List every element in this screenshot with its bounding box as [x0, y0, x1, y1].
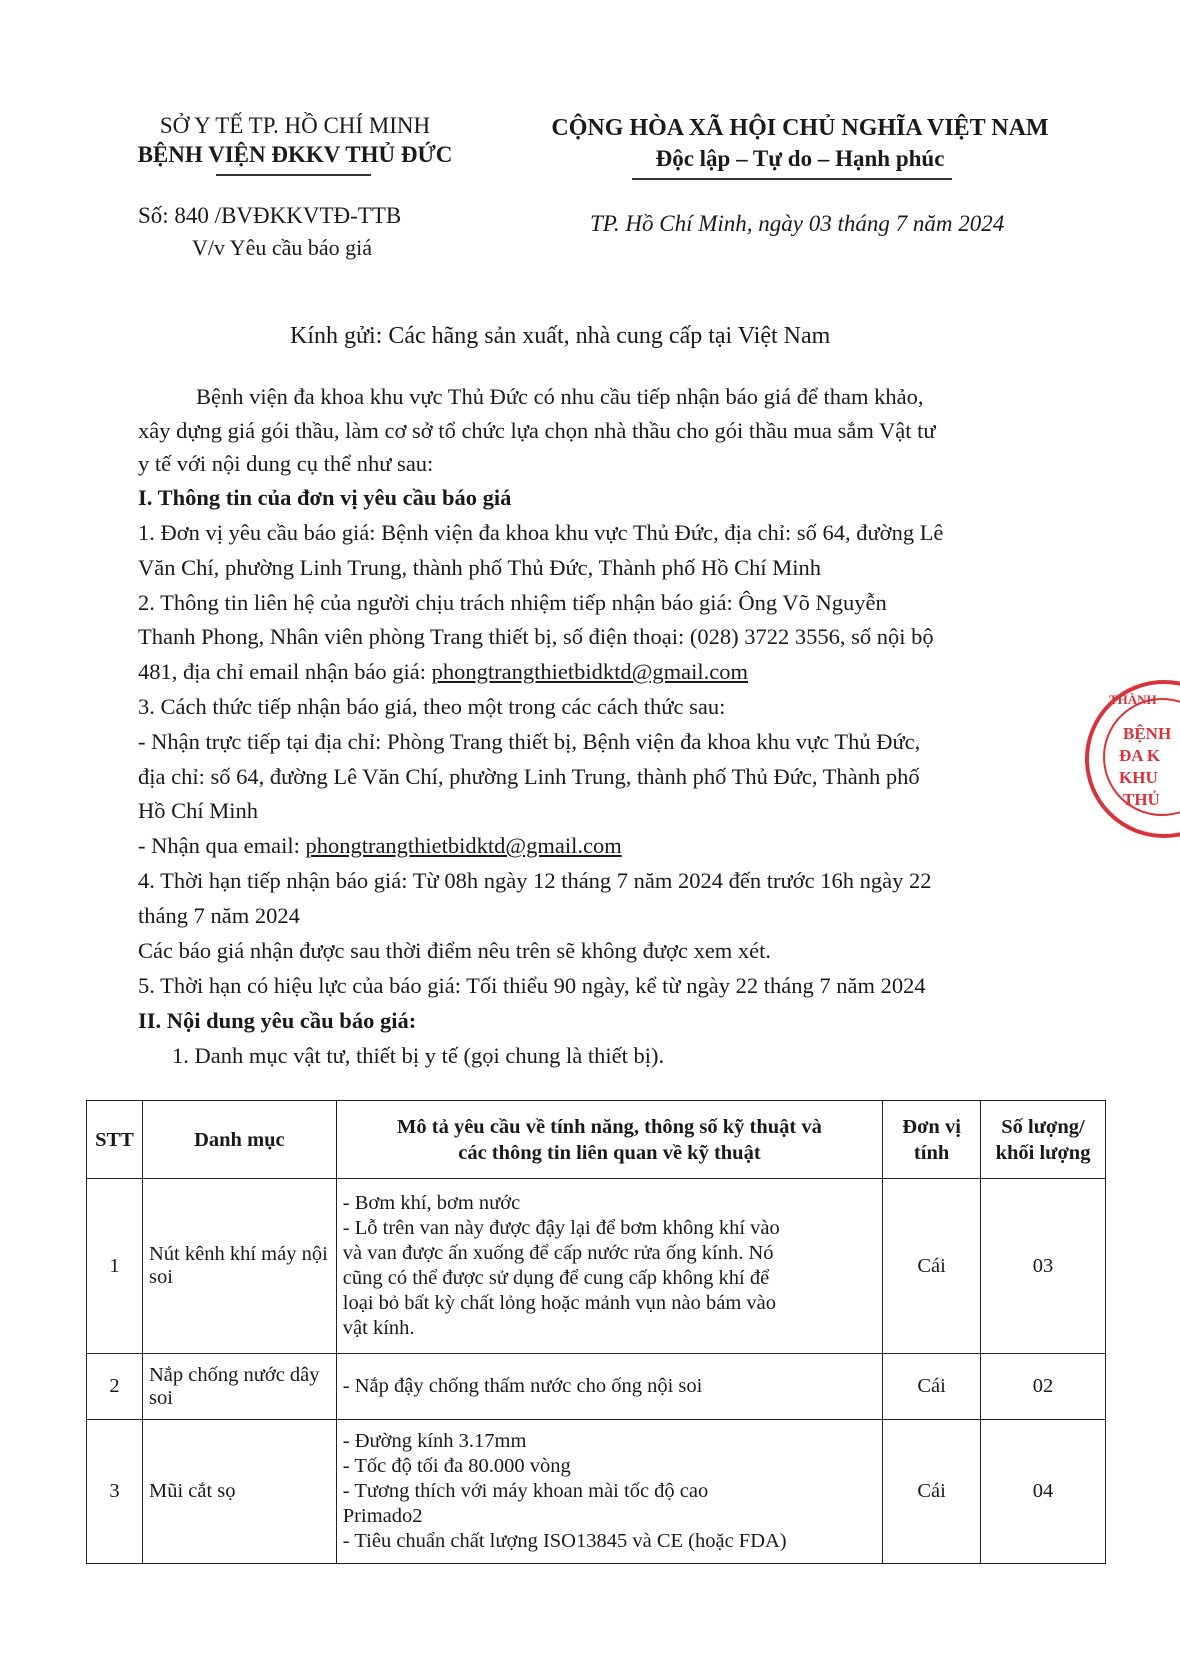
- cell-unit: Cái: [883, 1354, 981, 1420]
- desc-line: Primado2: [342, 1505, 423, 1527]
- nation-line-1: CỘNG HÒA XÃ HỘI CHỦ NGHĨA VIỆT NAM: [551, 115, 1049, 141]
- intro-line: Bệnh viện đa khoa khu vực Thủ Đức có nhu cầu tiếp nhận báo giá để tham khảo,: [196, 384, 924, 409]
- email-label: - Nhận qua email:: [138, 833, 306, 858]
- seal-text: THÀNH: [1109, 692, 1157, 707]
- section-1-line: tháng 7 năm 2024: [138, 903, 300, 928]
- cell-name: Mũi cắt sọ: [142, 1420, 336, 1564]
- seal-text: KHU: [1119, 768, 1158, 787]
- doc-subject: V/v Yêu cầu báo giá: [192, 235, 373, 260]
- desc-line: - Tương thích với máy khoan mài tốc độ cao: [342, 1480, 709, 1502]
- org-underline: [216, 174, 371, 176]
- header-qty: [981, 1101, 1106, 1179]
- section-2-item-1: 1. Danh mục vật tư, thiết bị y tế (gọi chung là thiết bị).: [172, 1043, 665, 1068]
- table-header-row: [87, 1101, 1106, 1179]
- nation-line-2: Độc lập – Tự do – Hạnh phúc: [655, 146, 945, 171]
- section-1-line: 5. Thời hạn có hiệu lực của báo giá: Tối thiểu 90 ngày, kể từ ngày 22 tháng 7 năm 2024: [138, 973, 926, 998]
- org-line-2: BỆNH VIỆN ĐKKV THỦ ĐỨC: [137, 142, 453, 167]
- email-label: 481, địa chỉ email nhận báo giá:: [138, 659, 432, 684]
- nation-underline: [632, 178, 952, 180]
- section-2-title: II. Nội dung yêu cầu báo giá:: [138, 1008, 417, 1033]
- table-row: [87, 1354, 1106, 1420]
- cell-name: Nắp chống nước dây soi: [142, 1354, 336, 1420]
- section-1-line: Hồ Chí Minh: [138, 798, 259, 823]
- cell-desc: [336, 1420, 882, 1564]
- cell-qty: 04: [981, 1420, 1106, 1564]
- seal-text: BỆNH: [1123, 724, 1172, 743]
- desc-line: - Tiêu chuẩn chất lượng ISO13845 và CE (hoặc FDA): [342, 1530, 787, 1552]
- seal-text: ĐA K: [1119, 746, 1161, 765]
- doc-number: Số: 840 /BVĐKKVTĐ-TTB: [138, 203, 402, 228]
- desc-line: cũng có thể được sử dụng để cung cấp không khí để: [342, 1267, 770, 1289]
- email-link[interactable]: phongtrangthietbidktd@gmail.com: [305, 833, 622, 858]
- header-desc-line: các thông tin liên quan về kỹ thuật: [458, 1141, 761, 1164]
- section-1-line: [138, 833, 622, 859]
- section-1-line: Thanh Phong, Nhân viên phòng Trang thiết bị, số điện thoại: (028) 3722 3556, số nội bộ: [138, 624, 934, 649]
- desc-line: loại bỏ bất kỳ chất lỏng hoặc mảnh vụn nào bám vào: [342, 1292, 777, 1314]
- header-desc: [336, 1101, 882, 1179]
- seal-text: THỦ: [1123, 790, 1160, 809]
- header-desc-line: Mô tả yêu cầu về tính năng, thông số kỹ thuật và: [397, 1115, 822, 1138]
- section-1-line: Các báo giá nhận được sau thời điểm nêu trên sẽ không được xem xét.: [138, 938, 772, 963]
- section-1-line: Văn Chí, phường Linh Trung, thành phố Thủ Đức, Thành phố Hồ Chí Minh: [138, 555, 821, 580]
- org-line-1: SỞ Y TẾ TP. HỒ CHÍ MINH: [159, 113, 431, 138]
- section-1-line: địa chỉ: số 64, đường Lê Văn Chí, phường Linh Trung, thành phố Thủ Đức, Thành phố: [138, 764, 920, 789]
- table-row: [87, 1420, 1106, 1564]
- section-1-line: 1. Đơn vị yêu cầu báo giá: Bệnh viện đa khoa khu vực Thủ Đức, địa chỉ: số 64, đường Lê: [138, 520, 944, 545]
- desc-line: - Nắp đậy chống thấm nước cho ống nội soi: [342, 1375, 703, 1397]
- header-qty-line: khối lượng: [995, 1141, 1091, 1164]
- section-1-line: [138, 659, 748, 685]
- desc-line: và van được ấn xuống để cấp nước rửa ống kính. Nó: [342, 1242, 774, 1264]
- desc-line: - Lỗ trên van này được đậy lại để bơm không khí vào: [342, 1217, 780, 1239]
- header-unit-line: tính: [913, 1141, 950, 1164]
- section-1-line: 2. Thông tin liên hệ của người chịu trách nhiệm tiếp nhận báo giá: Ông Võ Nguyễn: [138, 590, 887, 615]
- email-link[interactable]: phongtrangthietbidktd@gmail.com: [431, 659, 748, 684]
- header-name: Danh mục: [142, 1101, 336, 1179]
- header-unit-line: Đơn vị: [902, 1115, 961, 1138]
- section-1-line: - Nhận trực tiếp tại địa chỉ: Phòng Trang thiết bị, Bệnh viện đa khoa khu vực Thủ Đức,: [138, 729, 921, 754]
- section-1-line: 3. Cách thức tiếp nhận báo giá, theo một trong các cách thức sau:: [138, 694, 726, 719]
- desc-line: - Bơm khí, bơm nước: [342, 1192, 521, 1214]
- table-row: [87, 1179, 1106, 1354]
- place-date: TP. Hồ Chí Minh, ngày 03 tháng 7 năm 2024: [590, 211, 1005, 236]
- intro-line: xây dựng giá gói thầu, làm cơ sở tổ chức lựa chọn nhà thầu cho gói thầu mua sắm Vật tư: [138, 418, 936, 443]
- section-1-line: 4. Thời hạn tiếp nhận báo giá: Từ 08h ngày 12 tháng 7 năm 2024 đến trước 16h ngày 22: [138, 868, 932, 893]
- desc-line: - Đường kính 3.17mm: [342, 1430, 527, 1452]
- cell-unit: Cái: [883, 1179, 981, 1354]
- items-table: [86, 1100, 1106, 1564]
- header-qty-line: Số lượng/: [1001, 1115, 1085, 1138]
- cell-qty: 03: [981, 1179, 1106, 1354]
- cell-desc: [336, 1354, 882, 1420]
- official-seal: [1085, 680, 1180, 838]
- header-stt: STT: [87, 1101, 143, 1179]
- header-unit: [883, 1101, 981, 1179]
- cell-unit: Cái: [883, 1420, 981, 1564]
- cell-stt: 3: [87, 1420, 143, 1564]
- intro-line: y tế với nội dung cụ thể như sau:: [138, 451, 434, 476]
- cell-qty: 02: [981, 1354, 1106, 1420]
- desc-line: - Tốc độ tối đa 80.000 vòng: [342, 1455, 571, 1477]
- cell-desc: [336, 1179, 882, 1354]
- cell-stt: 2: [87, 1354, 143, 1420]
- cell-stt: 1: [87, 1179, 143, 1354]
- cell-name: Nút kênh khí máy nội soi: [142, 1179, 336, 1354]
- section-1-title: I. Thông tin của đơn vị yêu cầu báo giá: [138, 485, 512, 510]
- recipient: Kính gửi: Các hãng sản xuất, nhà cung cấp tại Việt Nam: [290, 323, 831, 349]
- desc-line: vật kính.: [342, 1317, 415, 1339]
